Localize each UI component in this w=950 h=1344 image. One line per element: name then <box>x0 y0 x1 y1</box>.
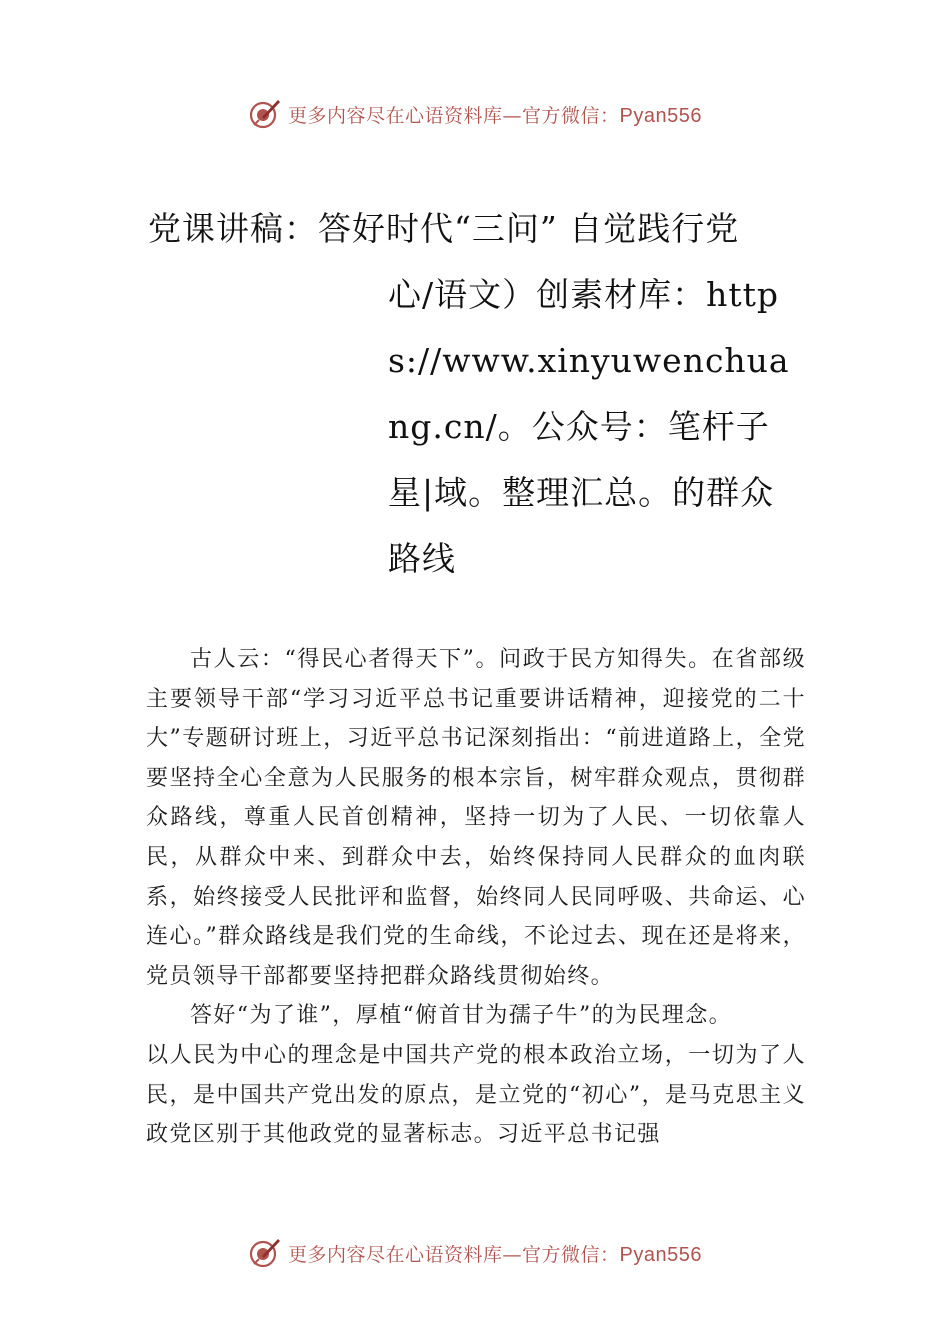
title-line-1: 党课讲稿：答好时代“三问” 自觉践行党 <box>148 209 740 248</box>
title-continuation: 心/语文）创素材库：https://www.xinyuwenchuang.cn/。公众号：笔杆子星|域。整理汇总。的群众路线 <box>388 275 790 578</box>
banner-content <box>248 97 702 131</box>
banner-text <box>288 1240 702 1267</box>
paragraph-1: 古人云：“得民心者得天下”。问政于民方知得失。在省部级主要领导干部“学习习近平总书记重要讲话精神，迎接党的二十大”专题研讨班上，习近平总书记深刻指出：“前进道路上，全党要坚持全心全意为人民服务的根本宗旨，树牢群众观点，贯彻群众路线，尊重人民首创精神，坚持一切为了人民、一切依靠人民，从群众中来、到群众中去，始终保持同人民群众的血肉联系，始终接受人民批评和监督，始终同人民同呼吸、共命运、心连心。”群众路线是我们党的生命线，不论过去、现在还是将来，党员领导干部都要坚持把群众路线贯彻始终。 <box>146 647 806 989</box>
banner-text <box>288 101 702 128</box>
banner-content-footer <box>248 1236 702 1270</box>
footer-banner <box>0 1233 950 1273</box>
document-body <box>146 640 806 1155</box>
quill-pen-logo-icon <box>248 1236 282 1270</box>
banner-text-cn: 更多内容尽在心语资料库—官方微信： <box>288 104 620 127</box>
paragraph-3: 以人民为中心的理念是中国共产党的根本政治立场，一切为了人民，是中国共产党出发的原点，是立党的“初心”，是马克思主义政党区别于其他政党的显著标志。习近平总书记强 <box>146 1042 806 1148</box>
quill-pen-logo-icon <box>248 97 282 131</box>
header-banner <box>0 94 950 134</box>
banner-wechat-id: Pyan556 <box>619 104 702 127</box>
document-title <box>148 196 808 592</box>
banner-text-cn: 更多内容尽在心语资料库—官方微信： <box>288 1243 620 1266</box>
banner-wechat-id: Pyan556 <box>619 1243 702 1266</box>
paragraph-2: 答好“为了谁”，厚植“俯首甘为孺子牛”的为民理念。 <box>190 1003 732 1029</box>
